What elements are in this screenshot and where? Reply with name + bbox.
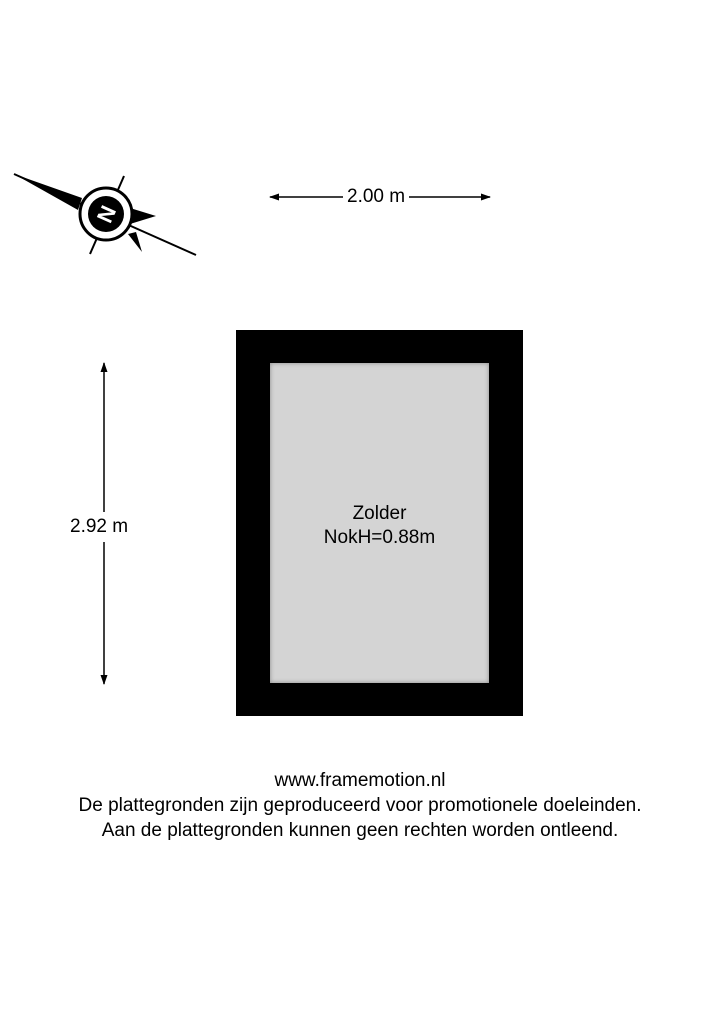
footer-disclaimer: [0, 768, 720, 843]
footer-line-2: Aan de plattegronden kunnen geen rechten worden ontleend.: [101, 820, 619, 841]
compass-letter: N: [91, 201, 122, 227]
height-dimension-label: 2.92 m: [70, 512, 128, 542]
compass-needle-tail: [128, 232, 142, 252]
room-label: [270, 502, 489, 550]
compass-side-pointer: [130, 208, 156, 224]
footer-line-1: De plattegronden zijn geproduceerd voor promotionele doeleinden.: [78, 795, 642, 816]
footer-website: www.framemotion.nl: [274, 770, 446, 791]
room-ridge-height: NokH=0.88m: [323, 527, 436, 548]
room-name: Zolder: [352, 503, 407, 524]
width-dimension-label: 2.00 m: [343, 186, 409, 208]
compass-north-icon: [10, 168, 202, 260]
